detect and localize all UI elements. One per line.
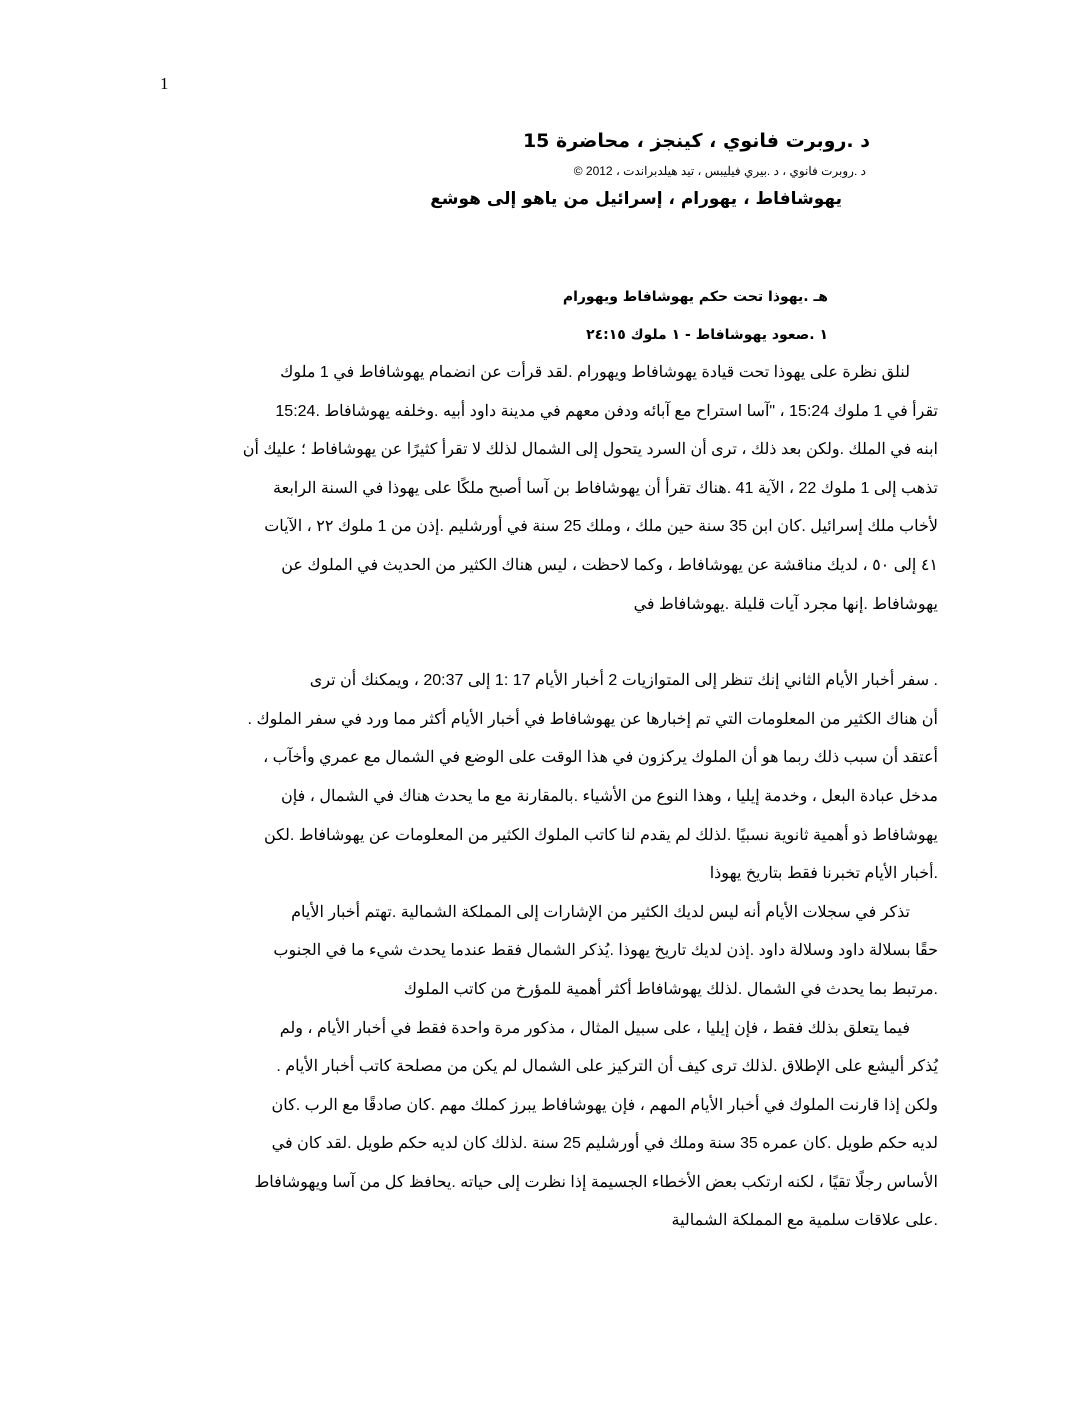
text-line: .أخبار الأيام تخبرنا فقط بتاريخ يهوذا (709, 865, 938, 883)
paragraph-4 (160, 1010, 938, 1242)
text-line: يُذكر أليشع على الإطلاق .لذلك ترى كيف أن التركيز على الشمال لم يكن من مصلحة كاتب أخبار الأيام . (276, 1058, 938, 1076)
text-line: فيما يتعلق بذلك فقط ، فإن إيليا ، على سبيل المثال ، مذكور مرة واحدة فقط في أخبار الأيام ، ولم (279, 1019, 910, 1037)
paragraph-1 (160, 354, 938, 624)
document-header (340, 124, 940, 214)
text-line: ولكن إذا قارنت الملوك في أخبار الأيام المهم ، فإن يهوشافاط يبرز كملك مهم .كان صادقًا مع الرب .كان (271, 1096, 938, 1114)
text-line: لأخاب ملك إسرائيل .كان ابن 35 سنة حين ملك ، وملك 25 سنة في أورشليم .إذن من 1 ملوك ٢٢ ، الآيات (264, 518, 938, 536)
text-line: لديه حكم طويل .كان عمره 35 سنة وملك في أورشليم 25 سنة .لذلك كان لديه حكم طويل .لقد كان في (271, 1135, 938, 1153)
text-line: أعتقد أن سبب ذلك ربما هو أن الملوك يركزون في هذا الوقت على الوضع في الشمال مع عمري وأخآب ، (263, 749, 938, 767)
paragraph-3 (160, 894, 938, 1010)
document-body (160, 278, 938, 1241)
text-line: .على علاقات سلمية مع المملكة الشمالية (671, 1212, 938, 1230)
text-line: مدخل عبادة البعل ، وخدمة إيليا ، وهذا النوع من الأشياء .بالمقارنة مع ما يحدث هناك في الشمال ، فإن (281, 787, 938, 805)
text-line: تذكر في سجلات الأيام أنه ليس لديك الكثير من الإشارات إلى المملكة الشمالية .تهتم أخبار الأيام (291, 903, 910, 921)
text-line: تذهب إلى 1 ملوك 22 ، الآية 41 .هناك تقرأ أن يهوشافاط بن آسا أصبح ملكًا على يهوذا في السنة الرابعة (273, 479, 938, 497)
text-line: .مرتبط بما يحدث في الشمال .لذلك يهوشافاط أكثر أهمية للمؤرخ من كاتب الملوك (403, 980, 938, 998)
lecture-title: د .روبرت فانوي ، كينجز ، محاضرة 15 (522, 130, 870, 152)
text-line: . سفر أخبار الأيام الثاني إنك تنظر إلى المتوازيات 2 أخبار الأيام 17 :1 إلى 20:37 ، ويمكنك أن ترى (309, 672, 938, 690)
paragraph-2 (160, 662, 938, 894)
outline-subsection-heading: ١ .صعود يهوشافاط - ١ ملوك ٢٤:١٥ (586, 327, 828, 343)
text-line: تقرأ في 1 ملوك 15:24 ، "آسا استراح مع آبائه ودفن معهم في مدينة داود أبيه .وخلفه يهوشافاط .15:24 (275, 402, 938, 420)
text-line: ابنه في الملك .ولكن بعد ذلك ، ترى أن السرد يتحول إلى الشمال لذلك لا تقرأ كثيرًا عن يهوشافاط ؛ عليك أن (242, 441, 938, 459)
text-line: يهوشافاط .إنها مجرد آيات قليلة .يهوشافاط في (633, 595, 938, 613)
outline-section-heading: هـ .يهوذا تحت حكم يهوشافاط ويهورام (562, 289, 828, 305)
text-line: حقًا بسلالة داود وسلالة داود .إذن لديك تاريخ يهوذا .يُذكر الشمال فقط عندما يحدث شيء ما في الجنوب (273, 942, 938, 960)
text-line: أن هناك الكثير من المعلومات التي تم إخبارها عن يهوشافاط في أخبار الأيام أكثر مما ورد في سفر الملوك . (247, 710, 938, 728)
text-line: يهوشافاط ذو أهمية ثانوية نسبيًا .لذلك لم يقدم لنا كاتب الملوك الكثير من المعلومات عن يهوشافاط .لكن (263, 826, 938, 844)
lecture-subtitle: يهوشافاط ، يهورام ، إسرائيل من ياهو إلى هوشع (430, 189, 842, 209)
paragraph-gap (160, 624, 938, 662)
text-line: لنلق نظرة على يهوذا تحت قيادة يهوشافاط ويهورام .لقد قرأت عن انضمام يهوشافاط في 1 ملوك (280, 364, 910, 381)
text-line: ٤١ إلى ٥٠ ، لديك مناقشة عن يهوشافاط ، وكما لاحظت ، ليس هناك الكثير من الحديث في الملوك عن (281, 556, 938, 574)
text-line: الأساس رجلًا تقيًا ، لكنه ارتكب بعض الأخطاء الجسيمة إذا نظرت إلى حياته .يحافظ كل من آسا ويهوشافاط (254, 1173, 938, 1191)
copyright-line: د .روبرت فانوي ، د .بيري فيليبس ، تيد هيلدبراندت ، 2012 © (573, 164, 866, 178)
page-number: 1 (160, 74, 169, 93)
